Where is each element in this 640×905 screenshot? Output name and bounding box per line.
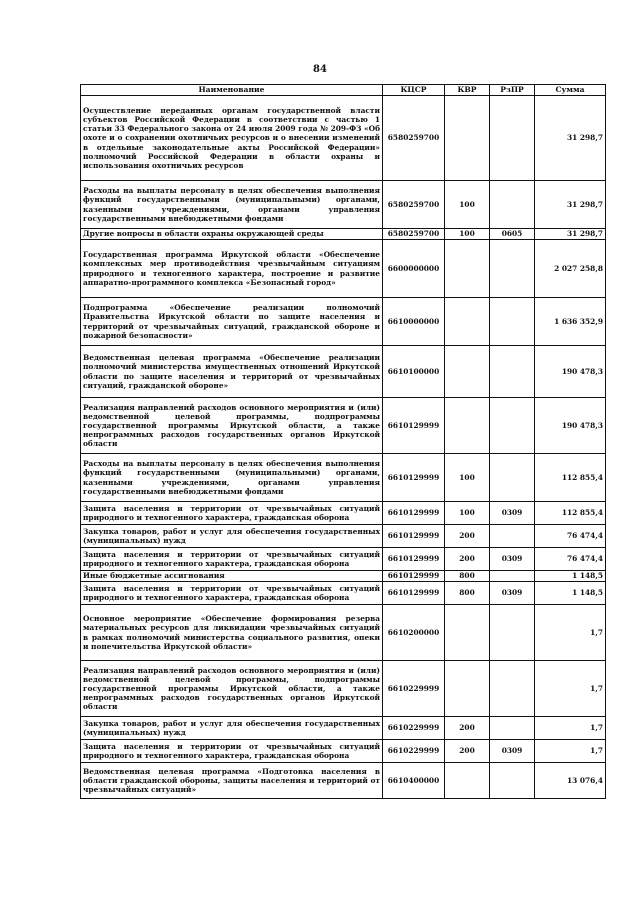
table-row <box>81 398 606 454</box>
table-row <box>81 717 606 740</box>
row-kcsr: 6580259700 <box>383 229 445 240</box>
row-rzpr <box>490 346 535 398</box>
row-name: Реализация направлений расходов основного мероприятия и (или) ведомственной целевой программы, подпрограммы государственной программы Иркутской области, а также непрограммных расходов государственных органов Иркутской области <box>81 661 383 717</box>
row-rzpr: 0605 <box>490 229 535 240</box>
row-rzpr <box>490 571 535 582</box>
row-kvr <box>445 605 490 661</box>
row-name: Иные бюджетные ассигнования <box>81 571 383 582</box>
table-row <box>81 240 606 298</box>
row-sum: 76 474,4 <box>535 548 606 571</box>
header-kcsr: КЦСР <box>383 85 445 96</box>
row-name: Ведомственная целевая программа «Обеспечение реализации полномочий министерства имущественных отношений Иркутской области по защите населения и территорий от чрезвычайных ситуаций, гражданской обороне» <box>81 346 383 398</box>
row-sum: 2 027 258,8 <box>535 240 606 298</box>
row-sum: 76 474,4 <box>535 525 606 548</box>
row-rzpr <box>490 96 535 181</box>
row-kcsr: 6610129999 <box>383 398 445 454</box>
row-kcsr: 6610129999 <box>383 502 445 525</box>
row-kcsr: 6610129999 <box>383 571 445 582</box>
table-row <box>81 582 606 605</box>
table-row <box>81 763 606 799</box>
row-kcsr: 6610129999 <box>383 548 445 571</box>
row-rzpr <box>490 661 535 717</box>
row-rzpr <box>490 605 535 661</box>
row-name: Защита населения и территории от чрезвычайных ситуаций природного и техногенного характера, гражданская оборона <box>81 740 383 763</box>
row-sum: 1,7 <box>535 605 606 661</box>
header-rzpr: РзПР <box>490 85 535 96</box>
row-kcsr: 6610200000 <box>383 605 445 661</box>
row-kcsr: 6610229999 <box>383 740 445 763</box>
row-name: Защита населения и территории от чрезвычайных ситуаций природного и техногенного характера, гражданская оборона <box>81 548 383 571</box>
row-sum: 13 076,4 <box>535 763 606 799</box>
row-kvr: 100 <box>445 502 490 525</box>
row-kcsr: 6610129999 <box>383 582 445 605</box>
row-kcsr: 6610229999 <box>383 661 445 717</box>
header-name: Наименование <box>81 85 383 96</box>
row-name: Реализация направлений расходов основного мероприятия и (или) ведомственной целевой программы, подпрограммы государственной программы Иркутской области, а также непрограммных расходов государственных органов Иркутской области <box>81 398 383 454</box>
row-sum: 112 855,4 <box>535 454 606 502</box>
row-kvr: 200 <box>445 525 490 548</box>
table-row <box>81 454 606 502</box>
row-name: Закупка товаров, работ и услуг для обеспечения государственных (муниципальных) нужд <box>81 525 383 548</box>
row-kvr <box>445 240 490 298</box>
row-name: Другие вопросы в области охраны окружающей среды <box>81 229 383 240</box>
row-kvr: 200 <box>445 717 490 740</box>
table-row <box>81 181 606 229</box>
budget-table <box>80 84 606 799</box>
row-name: Закупка товаров, работ и услуг для обеспечения государственных (муниципальных) нужд <box>81 717 383 740</box>
row-kvr: 100 <box>445 181 490 229</box>
row-kcsr: 6580259700 <box>383 181 445 229</box>
row-rzpr <box>490 525 535 548</box>
row-name: Расходы на выплаты персоналу в целях обеспечения выполнения функций государственными (муниципальными) органами, казенными учреждениями, органами управления государственными внебюджетными фондами <box>81 454 383 502</box>
row-kvr: 100 <box>445 454 490 502</box>
row-rzpr: 0309 <box>490 502 535 525</box>
row-rzpr <box>490 240 535 298</box>
table-row <box>81 346 606 398</box>
row-kvr <box>445 346 490 398</box>
row-kvr <box>445 661 490 717</box>
row-rzpr <box>490 398 535 454</box>
row-sum: 1,7 <box>535 740 606 763</box>
row-kvr: 200 <box>445 548 490 571</box>
row-sum: 31 298,7 <box>535 96 606 181</box>
row-kcsr: 6610129999 <box>383 454 445 502</box>
table-row <box>81 661 606 717</box>
row-sum: 1 148,5 <box>535 571 606 582</box>
row-name: Расходы на выплаты персоналу в целях обеспечения выполнения функций государственными (муниципальными) органами, казенными учреждениями, органами управления государственными внебюджетными фондами <box>81 181 383 229</box>
row-kvr: 800 <box>445 582 490 605</box>
row-kcsr: 6610000000 <box>383 298 445 346</box>
table-row <box>81 548 606 571</box>
table-row <box>81 229 606 240</box>
header-sum: Сумма <box>535 85 606 96</box>
row-name: Основное мероприятие «Обеспечение формирования резерва материальных ресурсов для ликвидации чрезвычайных ситуаций в рамках полномочий министерства социального развития, опеки и попечительства Иркутской области» <box>81 605 383 661</box>
row-kvr: 200 <box>445 740 490 763</box>
row-kvr <box>445 298 490 346</box>
row-kvr: 100 <box>445 229 490 240</box>
row-sum: 1,7 <box>535 717 606 740</box>
table-row <box>81 298 606 346</box>
table-row <box>81 525 606 548</box>
row-kcsr: 6580259700 <box>383 96 445 181</box>
table-row <box>81 571 606 582</box>
row-kvr <box>445 763 490 799</box>
row-kcsr: 6610400000 <box>383 763 445 799</box>
row-rzpr <box>490 454 535 502</box>
table-row <box>81 740 606 763</box>
row-rzpr <box>490 181 535 229</box>
table-row <box>81 605 606 661</box>
header-kvr: КВР <box>445 85 490 96</box>
row-kcsr: 6610129999 <box>383 525 445 548</box>
row-rzpr <box>490 717 535 740</box>
row-sum: 1 636 352,9 <box>535 298 606 346</box>
row-name: Ведомственная целевая программа «Подготовка населения в области гражданской обороны, защиты населения и территорий от чрезвычайных ситуаций» <box>81 763 383 799</box>
row-sum: 112 855,4 <box>535 502 606 525</box>
row-sum: 1,7 <box>535 661 606 717</box>
page-number: 84 <box>313 64 327 75</box>
row-rzpr: 0309 <box>490 548 535 571</box>
row-sum: 190 478,3 <box>535 398 606 454</box>
table-row <box>81 96 606 181</box>
row-rzpr: 0309 <box>490 582 535 605</box>
row-kcsr: 6600000000 <box>383 240 445 298</box>
row-rzpr <box>490 298 535 346</box>
row-kvr: 800 <box>445 571 490 582</box>
row-kcsr: 6610229999 <box>383 717 445 740</box>
row-name: Защита населения и территории от чрезвычайных ситуаций природного и техногенного характера, гражданская оборона <box>81 582 383 605</box>
row-name: Защита населения и территории от чрезвычайных ситуаций природного и техногенного характера, гражданская оборона <box>81 502 383 525</box>
row-name: Государственная программа Иркутской области «Обеспечение комплексных мер противодействия чрезвычайным ситуациям природного и техногенного характера, построение и развитие аппаратно-программного комплекса «Безопасный город» <box>81 240 383 298</box>
row-kcsr: 6610100000 <box>383 346 445 398</box>
row-kvr <box>445 96 490 181</box>
row-sum: 1 148,5 <box>535 582 606 605</box>
row-rzpr: 0309 <box>490 740 535 763</box>
table-header-row <box>81 85 606 96</box>
row-sum: 190 478,3 <box>535 346 606 398</box>
row-rzpr <box>490 763 535 799</box>
row-kvr <box>445 398 490 454</box>
row-name: Подпрограмма «Обеспечение реализации полномочий Правительства Иркутской области по защите населения и территорий от чрезвычайных ситуаций, гражданской обороне и пожарной безопасности» <box>81 298 383 346</box>
row-sum: 31 298,7 <box>535 229 606 240</box>
row-name: Осуществление переданных органам государственной власти субъектов Российской Федерации в соответствии с частью 1 статьи 33 Федерального закона от 24 июля 2009 года № 209-ФЗ «Об охоте и о сохранении охотничьих ресурсов и о внесении изменений в отдельные законодательные акты Российской Федерации» полномочий Российской Федерации в области охраны и использования охотничьих ресурсов <box>81 96 383 181</box>
row-sum: 31 298,7 <box>535 181 606 229</box>
table-row <box>81 502 606 525</box>
